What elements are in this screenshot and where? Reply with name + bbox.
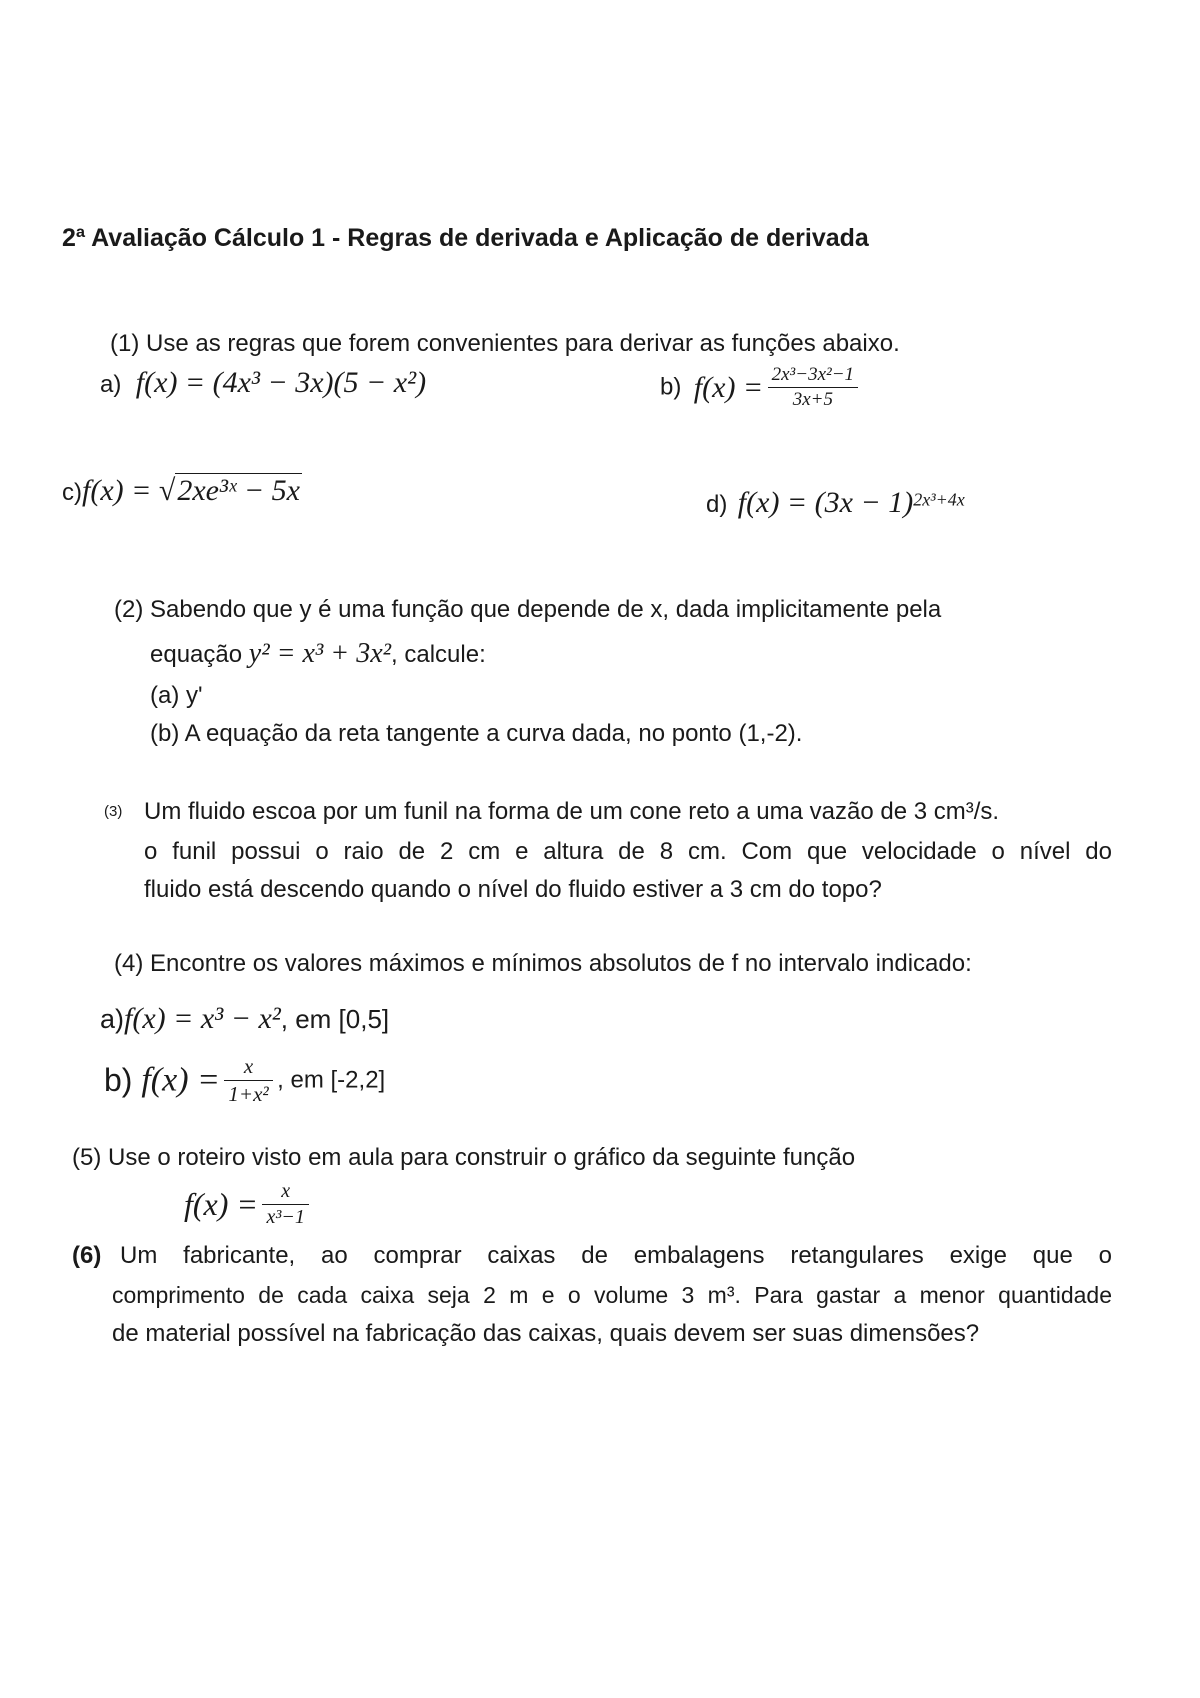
- q1-c-label: c): [62, 479, 82, 506]
- q1-item-a: [100, 366, 426, 400]
- q5-function: [184, 1180, 309, 1229]
- q4-item-b: [104, 1054, 385, 1107]
- q6-line3: de material possível na fabricação das caixas, quais devem ser suas dimensões?: [112, 1320, 980, 1347]
- q4-b-fraction: [224, 1054, 272, 1107]
- q5-numerator: x: [262, 1180, 308, 1205]
- q1-d-label: d): [706, 491, 728, 518]
- q2-equation: y² = x³ + 3x²: [248, 638, 392, 669]
- q2-item-a: (a) y': [150, 682, 203, 709]
- q3-line1: Um fluido escoa por um funil na forma de um cone reto a uma vazão de 3 cm³/s.: [144, 798, 1000, 825]
- q2-item-b: (b) A equação da reta tangente a curva dada, no ponto (1,-2).: [150, 720, 803, 747]
- q1-c-sqrt: √2xe³ˣ − 5x: [158, 474, 300, 507]
- q4-prompt: (4) Encontre os valores máximos e mínimos absolutos de f no intervalo indicado:: [114, 950, 972, 977]
- q6-line1: Um fabricante, ao comprar caixas de embalagens retangulares exige que o: [120, 1242, 1112, 1269]
- q6-number: (6): [72, 1242, 102, 1269]
- page-title: 2ª Avaliação Cálculo 1 - Regras de derivada e Aplicação de derivada: [62, 224, 869, 252]
- q4-b-denominator: 1+x²: [228, 1082, 269, 1106]
- q1-b-lhs: f(x) =: [693, 370, 764, 404]
- q1-b-fraction: [768, 364, 858, 411]
- q4-a-expression: f(x) = x³ − x²: [124, 1002, 281, 1035]
- q5-lhs: f(x) =: [184, 1186, 258, 1222]
- q4-b-interval: , em [-2,2]: [277, 1066, 386, 1094]
- q4-b-lhs: f(x) =: [141, 1061, 220, 1099]
- q1-d-expression: f(x) = (3x − 1): [737, 486, 914, 519]
- q1-a-expression: f(x) = (4x³ − 3x)(5 − x²): [135, 366, 427, 399]
- q1-a-label: a): [100, 371, 122, 398]
- q1-c-lhs: f(x) =: [82, 474, 159, 507]
- q3-line2: o funil possui o raio de 2 cm e altura de 8 cm. Com que velocidade o nível do: [144, 838, 1112, 865]
- q4-a-interval: , em [0,5]: [280, 1004, 390, 1034]
- q5-denominator: x³−1: [266, 1206, 305, 1228]
- q1-b-denominator: 3x+5: [792, 389, 833, 410]
- q1-d-exponent: 2x³+4x: [913, 489, 965, 510]
- q1-b-numerator: 2x³−3x²−1: [768, 364, 858, 388]
- q4-b-label: b): [104, 1062, 142, 1098]
- q2-prompt-pre: equação: [150, 641, 249, 668]
- q5-prompt: (5) Use o roteiro visto em aula para construir o gráfico da seguinte função: [72, 1144, 856, 1171]
- q1-item-d: [706, 486, 965, 520]
- q1-c-radicand: 2xe³ˣ − 5x: [177, 474, 300, 507]
- q1-b-label: b): [660, 373, 682, 401]
- q1-item-c: [62, 474, 302, 508]
- q3-number: (3): [104, 803, 123, 820]
- q2-prompt-line2: [150, 638, 486, 670]
- q2-prompt-post: , calcule:: [391, 641, 486, 668]
- q5-fraction: [262, 1180, 308, 1229]
- q2-prompt-line1: (2) Sabendo que y é uma função que depende de x, dada implicitamente pela: [114, 596, 942, 623]
- q4-a-label: a): [100, 1004, 125, 1034]
- q1-prompt: (1) Use as regras que forem convenientes para derivar as funções abaixo.: [110, 330, 900, 357]
- q6-line2: comprimento de cada caixa seja 2 m e o volume 3 m³. Para gastar a menor quantidade: [112, 1282, 1112, 1308]
- q1-item-b: [660, 364, 858, 411]
- q4-item-a: [100, 1002, 389, 1036]
- q4-b-numerator: x: [224, 1054, 272, 1081]
- q3-line3: fluido está descendo quando o nível do fluido estiver a 3 cm do topo?: [144, 876, 882, 903]
